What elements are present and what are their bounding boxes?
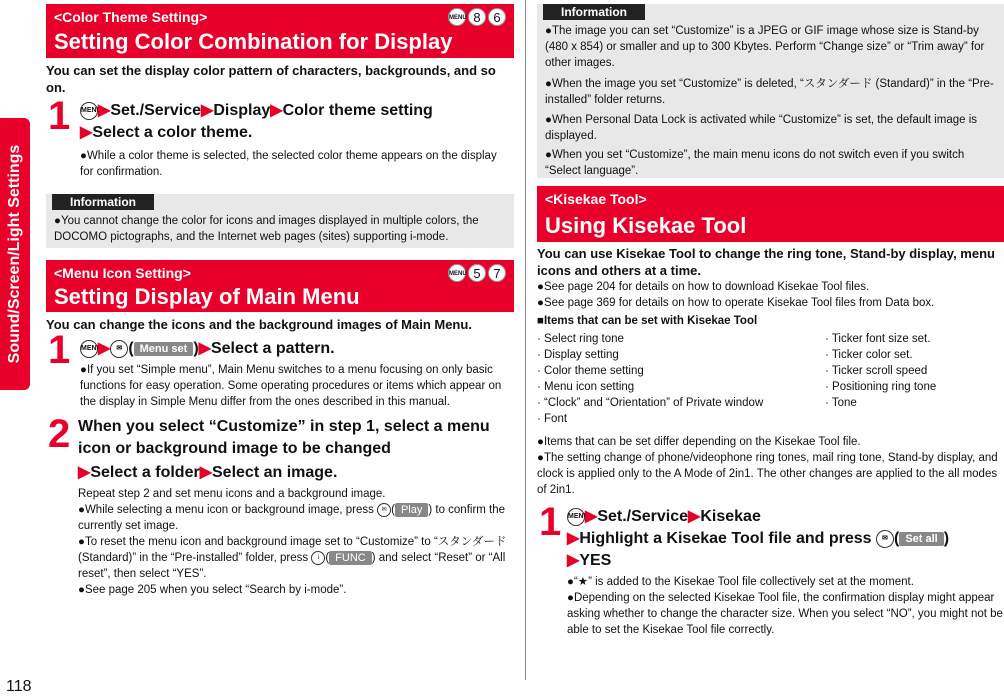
items-right-5: · Tone: [825, 397, 857, 409]
info-label: Information: [543, 4, 645, 20]
bullet-note: ●While a color theme is selected, the selected color theme appears on the display for confirmation.: [80, 150, 497, 178]
step-1-line-1: MENU▶Set./Service▶Display▶Color theme setting: [81, 102, 433, 119]
items-left-6: · Font: [537, 413, 568, 425]
bullet-note: ●See page 369 for details on how to operate Kisekae Tool files from Data box.: [537, 297, 935, 309]
section-subtitle: <Kisekae Tool>: [545, 191, 647, 207]
shortcut-keys: [448, 8, 506, 26]
bullet-note: ●Depending on the selected Kisekae Tool file, the confirmation display might appear asking whether to change the character size. When you select “NO”, you might not be able to set the Kisekae Tool file correctly.: [567, 592, 1003, 636]
info-box-2: [537, 4, 1004, 178]
step-number: 1: [539, 500, 562, 544]
items-right-4: · Positioning ring tone: [825, 381, 937, 393]
step-1-line: MENU▶ ✉ ( Menu set )▶Select a pattern.: [81, 340, 335, 357]
bullet-note: ●While selecting a menu icon or background image, press ✉ ( Play ) to confirm the currently set image.: [78, 503, 506, 532]
mail-key-icon: ✉: [110, 340, 128, 358]
i-mode-key-icon: i: [311, 551, 325, 565]
step-number: 1: [48, 328, 71, 372]
step-2-line-2: icon or background image to be changed: [78, 440, 391, 457]
items-left-3: · Color theme setting: [537, 365, 644, 377]
step-1-line-1: MENU▶Set./Service▶Kisekae: [568, 508, 761, 525]
items-right-2: · Ticker color set.: [825, 349, 913, 361]
step-1-line-3: ▶YES: [567, 552, 612, 569]
section-subtitle: <Color Theme Setting>: [54, 9, 208, 25]
step-2-line-3: ▶Select a folder▶Select an image.: [78, 464, 338, 481]
step-number: 2: [48, 412, 71, 456]
kisekae-header: [537, 186, 1004, 242]
color-theme-intro: You can set the display color pattern of characters, backgrounds, and so on.: [46, 63, 496, 95]
menu-key-icon: MENU: [448, 264, 466, 282]
bullet-note: ●The setting change of phone/videophone ring tones, mail ring tone, Stand-by display, and clock is applied only to the A Mode of 2in1. The other changes are applied to the all modes of 2in1.: [537, 452, 998, 496]
step-number: 1: [48, 94, 71, 138]
mail-key-icon: ✉: [876, 530, 894, 548]
bullet-note: ●If you set “Simple menu”, Main Menu switches to a menu focusing on only basic functions for easy operation. Some operating procedures or items which appear on the display in Simple Menu differ from the ones described in this manual.: [80, 364, 502, 408]
items-left-2: · Display setting: [537, 349, 619, 361]
column-divider: [525, 0, 526, 680]
key-8-icon: 8: [468, 8, 486, 26]
info-item: ●When you set “Customize”, the main menu icons do not switch even if you switch “Select language”.: [545, 149, 965, 177]
softkey-label: Menu set: [134, 342, 194, 356]
info-text: ●You cannot change the color for icons and images displayed in multiple colors, the DOCOMO pictographs, and the Internet web pages (sites) supporting i-mode.: [54, 215, 479, 243]
menu-key-icon: MENU: [448, 8, 466, 26]
chapter-label: Sound/Screen/Light Settings: [6, 144, 23, 364]
items-left-1: · Select ring tone: [537, 333, 624, 345]
items-heading: ■Items that can be set with Kisekae Tool: [537, 315, 758, 327]
section-title: Using Kisekae Tool: [545, 213, 747, 238]
menu-icon-header: [46, 260, 514, 312]
menu-key-icon: MENU: [567, 508, 585, 526]
bullet-note: ●Items that can be set differ depending on the Kisekae Tool file.: [537, 436, 861, 448]
step-2-line-1: When you select “Customize” in step 1, select a menu: [78, 418, 490, 435]
key-7-icon: 7: [488, 264, 506, 282]
menu-key-icon: MENU: [80, 102, 98, 120]
step-1-line-2: ▶Select a color theme.: [80, 124, 253, 141]
menu-icon-intro: You can change the icons and the background images of Main Menu.: [46, 317, 472, 332]
items-left-4: · Menu icon setting: [537, 381, 635, 393]
info-box-1: [46, 194, 514, 248]
kisekae-intro: You can use Kisekae Tool to change the ring tone, Stand-by display, menu icons and others at a time.: [537, 246, 995, 278]
bullet-note: ●“★” is added to the Kisekae Tool file collectively set at the moment.: [567, 576, 914, 588]
step-2-note: Repeat step 2 and set menu icons and a background image.: [78, 488, 386, 500]
page-number: 118: [6, 678, 32, 695]
section-title: Setting Display of Main Menu: [54, 284, 360, 309]
step-1-line-2: ▶Highlight a Kisekae Tool file and press ✉ ( Set all ): [567, 530, 950, 547]
key-5-icon: 5: [468, 264, 486, 282]
section-title: Setting Color Combination for Display: [54, 29, 453, 54]
items-right-1: · Ticker font size set.: [825, 333, 931, 345]
info-item: ●The image you can set “Customize” is a JPEG or GIF image whose size is Stand-by (480 x 854) or smaller and up to 300 Kbytes. Perform “Change size” or “Trim away” for other images.: [545, 25, 985, 69]
color-theme-header: [46, 4, 514, 58]
section-subtitle: <Menu Icon Setting>: [54, 265, 191, 281]
items-right-3: · Ticker scroll speed: [825, 365, 928, 377]
softkey-label: Play: [395, 503, 428, 517]
items-left-5: · “Clock” and “Orientation” of Private window: [537, 397, 764, 409]
menu-key-icon: MENU: [80, 340, 98, 358]
shortcut-keys: [448, 264, 506, 282]
chapter-sidebar: [0, 0, 30, 697]
bullet-note: ●See page 204 for details on how to download Kisekae Tool files.: [537, 281, 870, 293]
mail-key-icon: ✉: [377, 503, 391, 517]
softkey-label: Set all: [899, 532, 943, 546]
bullet-note: ●See page 205 when you select “Search by i-mode”.: [78, 584, 347, 596]
info-item: ●When Personal Data Lock is activated while “Customize” is set, the default image is displayed.: [545, 114, 978, 142]
softkey-label: FUNC: [329, 551, 372, 565]
key-6-icon: 6: [488, 8, 506, 26]
info-item: ●When the image you set “Customize” is deleted, “スタンダード (Standard)” in the “Pre-installed” folder returns.: [545, 78, 994, 106]
bullet-note: ●To reset the menu icon and background image set to “Customize” to “スタンダード (Standard)” in the “Pre-installed” folder, press i ( FUNC ) and select “Reset” or “All reset”, then select “YES”.: [78, 536, 507, 580]
info-label: Information: [52, 194, 154, 210]
